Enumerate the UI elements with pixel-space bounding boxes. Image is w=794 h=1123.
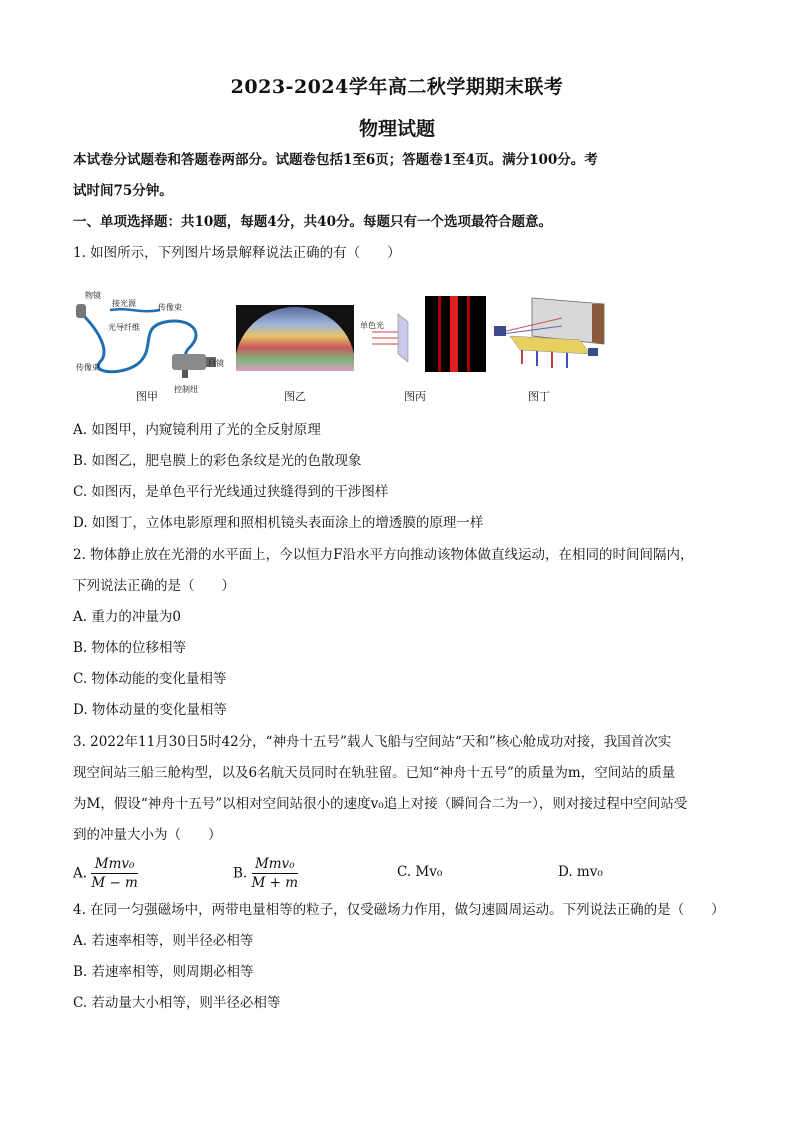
q2-stem-line-2: 下列说法正确的是（ ） [73, 578, 235, 594]
q3-option-b-denominator: M + m [251, 875, 299, 891]
intro-line-2: 试时间75分钟。 [73, 183, 173, 199]
soap-film-image [236, 305, 354, 371]
caption-ding: 图丁 [528, 390, 550, 403]
q1-option-c: C. 如图丙，是单色平行光线通过狭缝得到的干涉图样 [73, 484, 389, 500]
q1-option-a: A. 如图甲，内窥镜利用了光的全反射原理 [73, 422, 321, 438]
q3-option-a-label: A. [73, 865, 88, 882]
figure-soap-film [236, 305, 354, 371]
page-title: 2023-2024学年高二秋学期期末联考 [230, 76, 564, 98]
label-light-source: 接光源 [112, 299, 136, 308]
label-image-bundle-bottom: 传像束 [76, 363, 100, 372]
q3-option-d: D. mv₀ [558, 864, 603, 880]
q1-option-b: B. 如图乙，肥皂膜上的彩色条纹是光的色散现象 [73, 453, 362, 469]
q4-option-a: A. 若速率相等，则半径必相等 [73, 933, 254, 949]
projection-illustration [492, 296, 610, 372]
q2-option-b: B. 物体的位移相等 [73, 640, 187, 656]
figure-slit-pattern [360, 296, 486, 372]
q3-option-b [233, 855, 298, 892]
q2-option-a: A. 重力的冲量为0 [73, 609, 181, 625]
slit-pattern-image [360, 296, 486, 372]
q2-option-d: D. 物体动量的变化量相等 [73, 702, 227, 718]
q3-option-a-denominator: M − m [91, 875, 138, 891]
q4-stem: 4. 在同一匀强磁场中，两带电量相等的粒子，仅受磁场力作用，做匀速圆周运动。下列说法正确的是（ ） [73, 902, 725, 918]
q3-stem-line-3: 为M，假设“神舟十五号”以相对空间站很小的速度v₀追上对接（瞬间合二为一），则对接过程中空间站受 [73, 796, 688, 812]
label-objective: 物镜 [85, 291, 101, 300]
q1-option-d: D. 如图丁，立体电影原理和照相机镜头表面涂上的增透膜的原理一样 [73, 515, 484, 531]
q3-stem-line-4: 到的冲量大小为（ ） [73, 827, 222, 843]
q1-stem: 1. 如图所示，下列图片场景解释说法正确的有（ ） [73, 245, 401, 261]
q3-option-b-fraction [252, 855, 299, 892]
q3-option-a-numerator: Mmv₀ [91, 855, 138, 874]
page-subtitle: 物理试题 [358, 118, 435, 140]
caption-bing: 图丙 [404, 390, 426, 403]
q2-stem-line-1: 2. 物体静止放在光滑的水平面上，今以恒力F沿水平方向推动该物体做直线运动，在相同的时间间隔内， [73, 547, 694, 563]
q4-option-b: B. 若速率相等，则周期必相等 [73, 964, 254, 980]
caption-yi: 图乙 [284, 390, 306, 403]
label-eyepiece: 目镜 [208, 359, 224, 368]
figure-3d-projection [492, 296, 610, 372]
label-monochromatic-light: 单色光 [360, 321, 384, 330]
q3-option-a-fraction [91, 855, 138, 892]
q3-option-b-label: B. [233, 865, 248, 882]
label-control-knob: 控制纽 [174, 385, 198, 394]
q3-option-a [73, 855, 138, 892]
q3-stem-line-2: 现空间站三船三舱构型，以及6名航天员同时在轨驻留。已知“神舟十五号”的质量为m，空间站的质量 [73, 765, 676, 781]
label-optical-fiber: 光导纤维 [108, 323, 140, 332]
q3-option-c: C. Mv₀ [397, 864, 443, 880]
figure-endoscope [70, 291, 230, 394]
label-image-bundle-top: 传像束 [158, 303, 182, 312]
section-heading: 一、单项选择题：共10题，每题4分，共40分。每题只有一个选项最符合题意。 [73, 214, 552, 230]
q2-option-c: C. 物体动能的变化量相等 [73, 671, 227, 687]
caption-jia: 图甲 [136, 390, 158, 403]
q4-option-c: C. 若动量大小相等，则半径必相等 [73, 995, 281, 1011]
q3-option-b-numerator: Mmv₀ [252, 855, 299, 874]
intro-line-1: 本试卷分试题卷和答题卷两部分。试题卷包括1至6页；答题卷1至4页。满分100分。考 [73, 152, 598, 168]
q3-stem-line-1: 3. 2022年11月30日5时42分，“神舟十五号”载人飞船与空间站“天和”核心舱成功对接，我国首次实 [73, 734, 672, 750]
